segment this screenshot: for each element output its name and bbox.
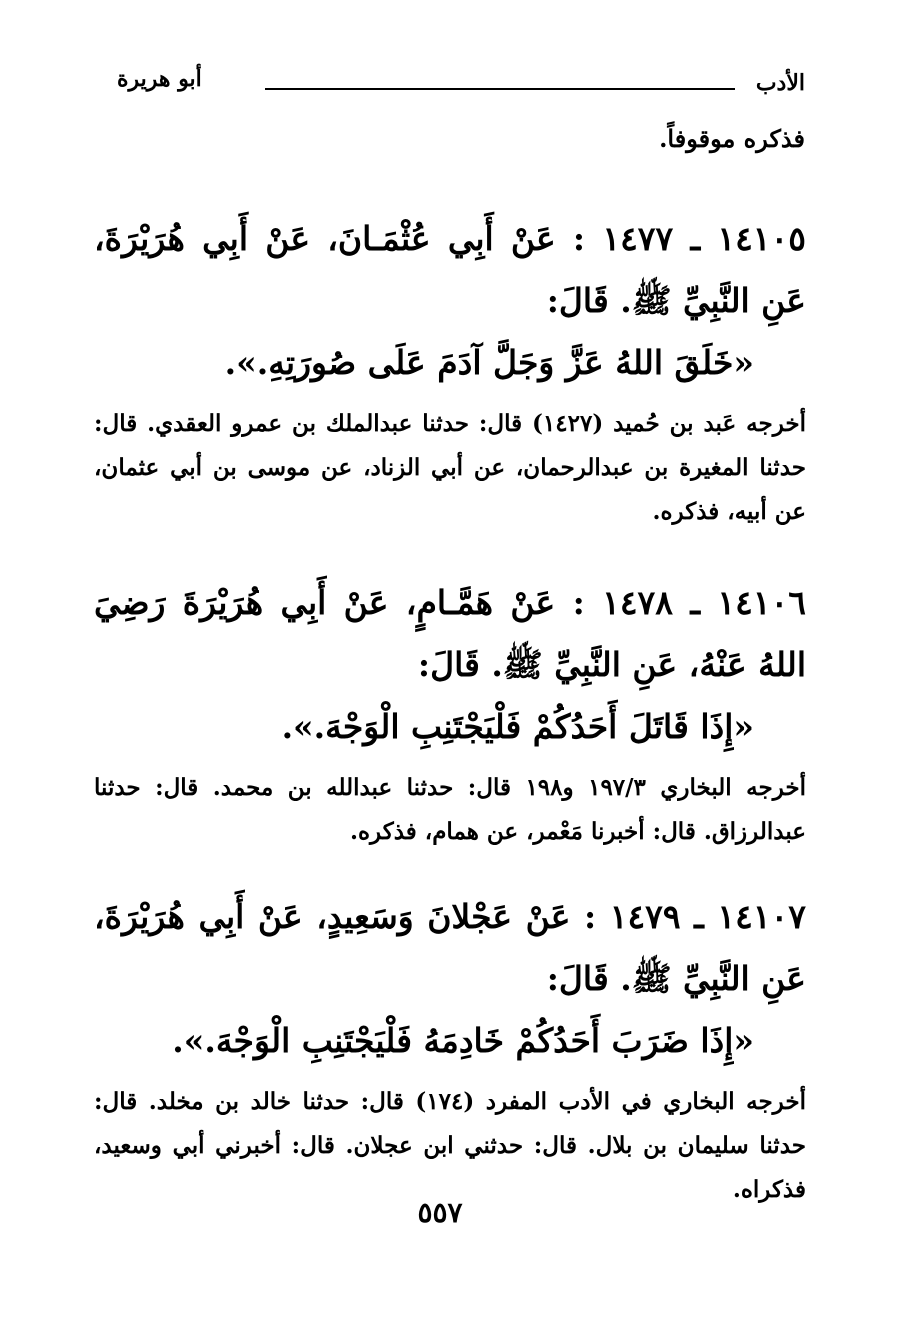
hadith-entry-14107 — [94, 886, 806, 1212]
hadith-matn: «إِذَا قَاتَلَ أَحَدُكُمْ فَلْيَجْتَنِبِ الْوَجْهَ.». — [281, 707, 754, 746]
hadith-takhrij: أخرجه البخاري في الأدب المفرد (١٧٤) قال: حدثنا خالد بن مخلد. قال: حدثنا سليمان بن بلال. قال: حدثني ابن عجلان. قال: أخبرني أبي وسعيد، فذكراه. — [94, 1088, 806, 1203]
chapter-title: الأدب — [755, 70, 805, 96]
hadith-takhrij: أخرجه البخاري ١٩٧/٣ و١٩٨ قال: حدثنا عبدالله بن محمد. قال: حدثنا عبدالرزاق. قال: أخبرنا مَعْمر، عن همام، فذكره. — [94, 774, 806, 845]
running-header — [95, 60, 805, 100]
page-number: ٥٥٧ — [417, 1196, 463, 1229]
hadith-isnad: ١٤١٠٦ ـ ١٤٧٨ : عَنْ هَمَّـامٍ، عَنْ أَبِي هُرَيْرَةَ رَضِيَ اللهُ عَنْهُ، عَنِ النَّبِيِّ ﷺ. قَالَ: — [94, 583, 806, 684]
hadith-takhrij: أخرجه عَبد بن حُميد (١٤٢٧) قال: حدثنا عبدالملك بن عمرو العقدي. قال: حدثنا المغيرة بن عبدالرحمان، عن أبي الزناد، عن موسى بن أبي عثمان، عن أبيه، فذكره. — [94, 410, 806, 525]
hadith-entry-14105 — [94, 208, 806, 534]
hadith-entry-14106 — [94, 572, 806, 854]
hadith-matn: «خَلَقَ اللهُ عَزَّ وَجَلَّ آدَمَ عَلَى صُورَتِهِ.». — [224, 343, 754, 382]
hadith-matn: «إِذَا ضَرَبَ أَحَدُكُمْ خَادِمَهُ فَلْيَجْتَنِبِ الْوَجْهَ.». — [172, 1021, 754, 1060]
hadith-isnad: ١٤١٠٥ ـ ١٤٧٧ : عَنْ أَبِي عُثْمَـانَ، عَنْ أَبِي هُرَيْرَةَ، عَنِ النَّبِيِّ ﷺ. قَالَ: — [94, 219, 806, 320]
header-rule — [265, 88, 735, 90]
continuation-text: فذكره موقوفاً. — [659, 124, 805, 153]
hadith-isnad: ١٤١٠٧ ـ ١٤٧٩ : عَنْ عَجْلانَ وَسَعِيدٍ، عَنْ أَبِي هُرَيْرَةَ، عَنِ النَّبِيِّ ﷺ. قَالَ: — [94, 897, 806, 998]
narrator-title: أبو هريرة — [117, 66, 202, 92]
